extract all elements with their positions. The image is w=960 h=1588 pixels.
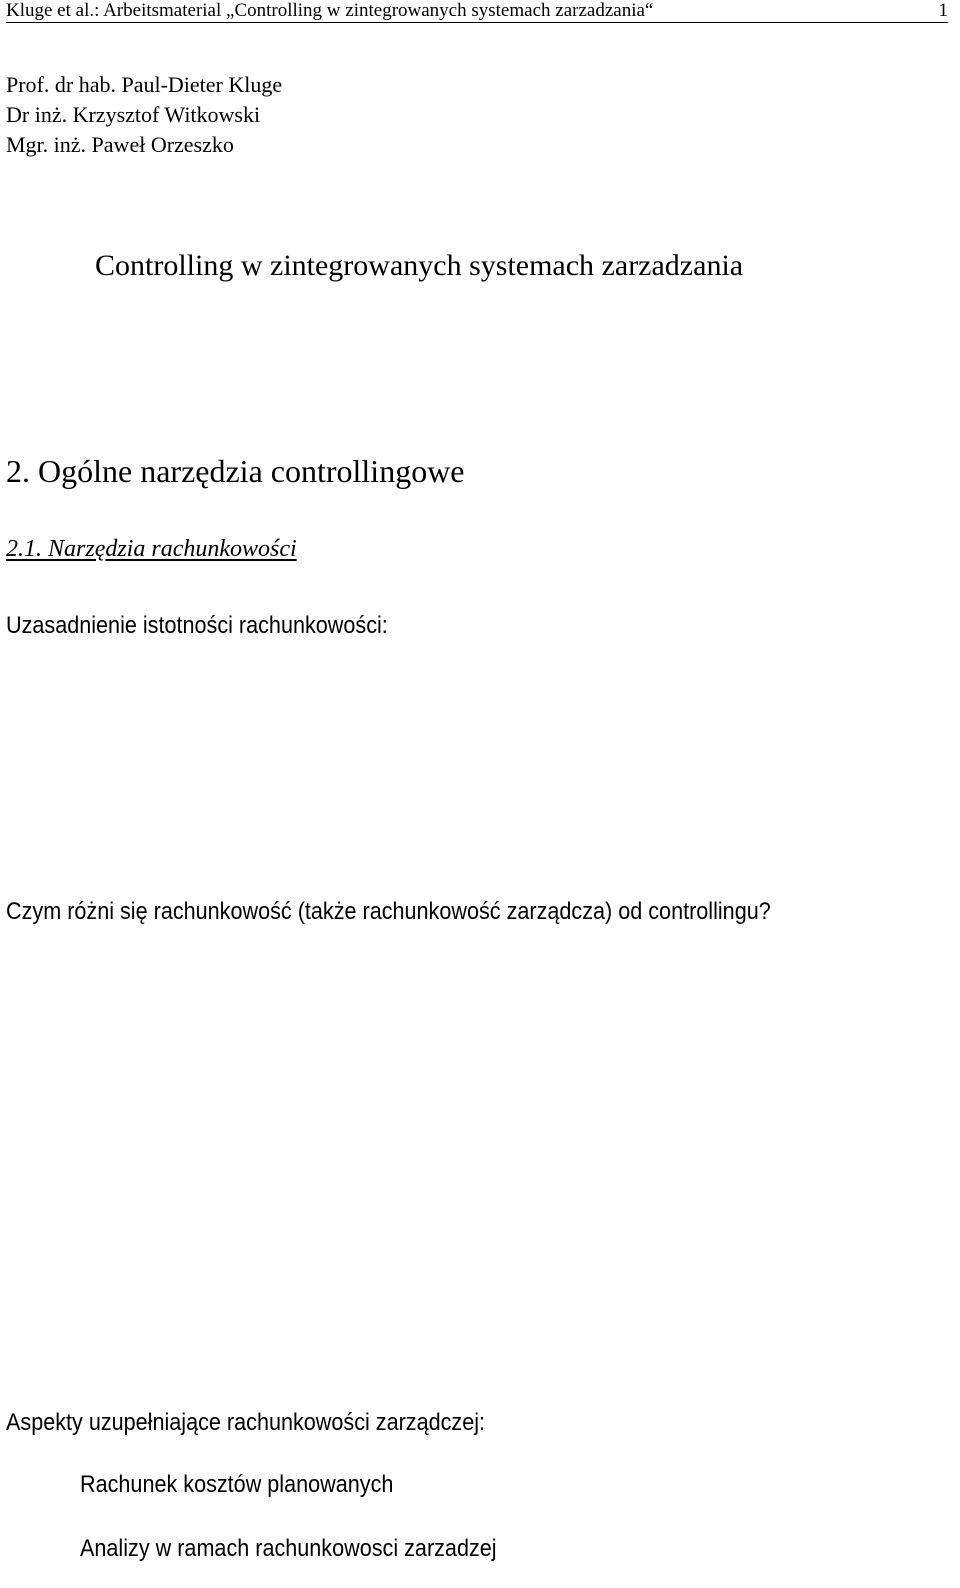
running-title: Kluge et al.: Arbeitsmaterial „Controlling w zintegrowanych systemach zarzadzania“ bbox=[6, 0, 654, 21]
paragraph-justification: Uzasadnienie istotności rachunkowości: bbox=[6, 612, 388, 639]
author-3: Mgr. inż. Paweł Orzeszko bbox=[6, 132, 234, 157]
list-item: Rachunek kosztów planowanych bbox=[80, 1471, 394, 1498]
page-number: 1 bbox=[938, 0, 948, 21]
paragraph-question: Czym różni się rachunkowość (także rachunkowość zarządcza) od controllingu? bbox=[6, 898, 771, 925]
list-item: Analizy w ramach rachunkowosci zarzadzej bbox=[80, 1535, 497, 1562]
author-2: Dr inż. Krzysztof Witkowski bbox=[6, 102, 261, 127]
author-list bbox=[6, 70, 282, 160]
document-title: Controlling w zintegrowanych systemach zarzadzania bbox=[95, 249, 744, 282]
paragraph-aspects: Aspekty uzupełniające rachunkowości zarządczej: bbox=[6, 1409, 486, 1436]
section-heading: 2.1. Narzędzia rachunkowości bbox=[6, 536, 297, 562]
chapter-heading: 2. Ogólne narzędzia controllingowe bbox=[6, 453, 465, 489]
page-header bbox=[6, 0, 948, 23]
author-1: Prof. dr hab. Paul-Dieter Kluge bbox=[6, 72, 283, 97]
